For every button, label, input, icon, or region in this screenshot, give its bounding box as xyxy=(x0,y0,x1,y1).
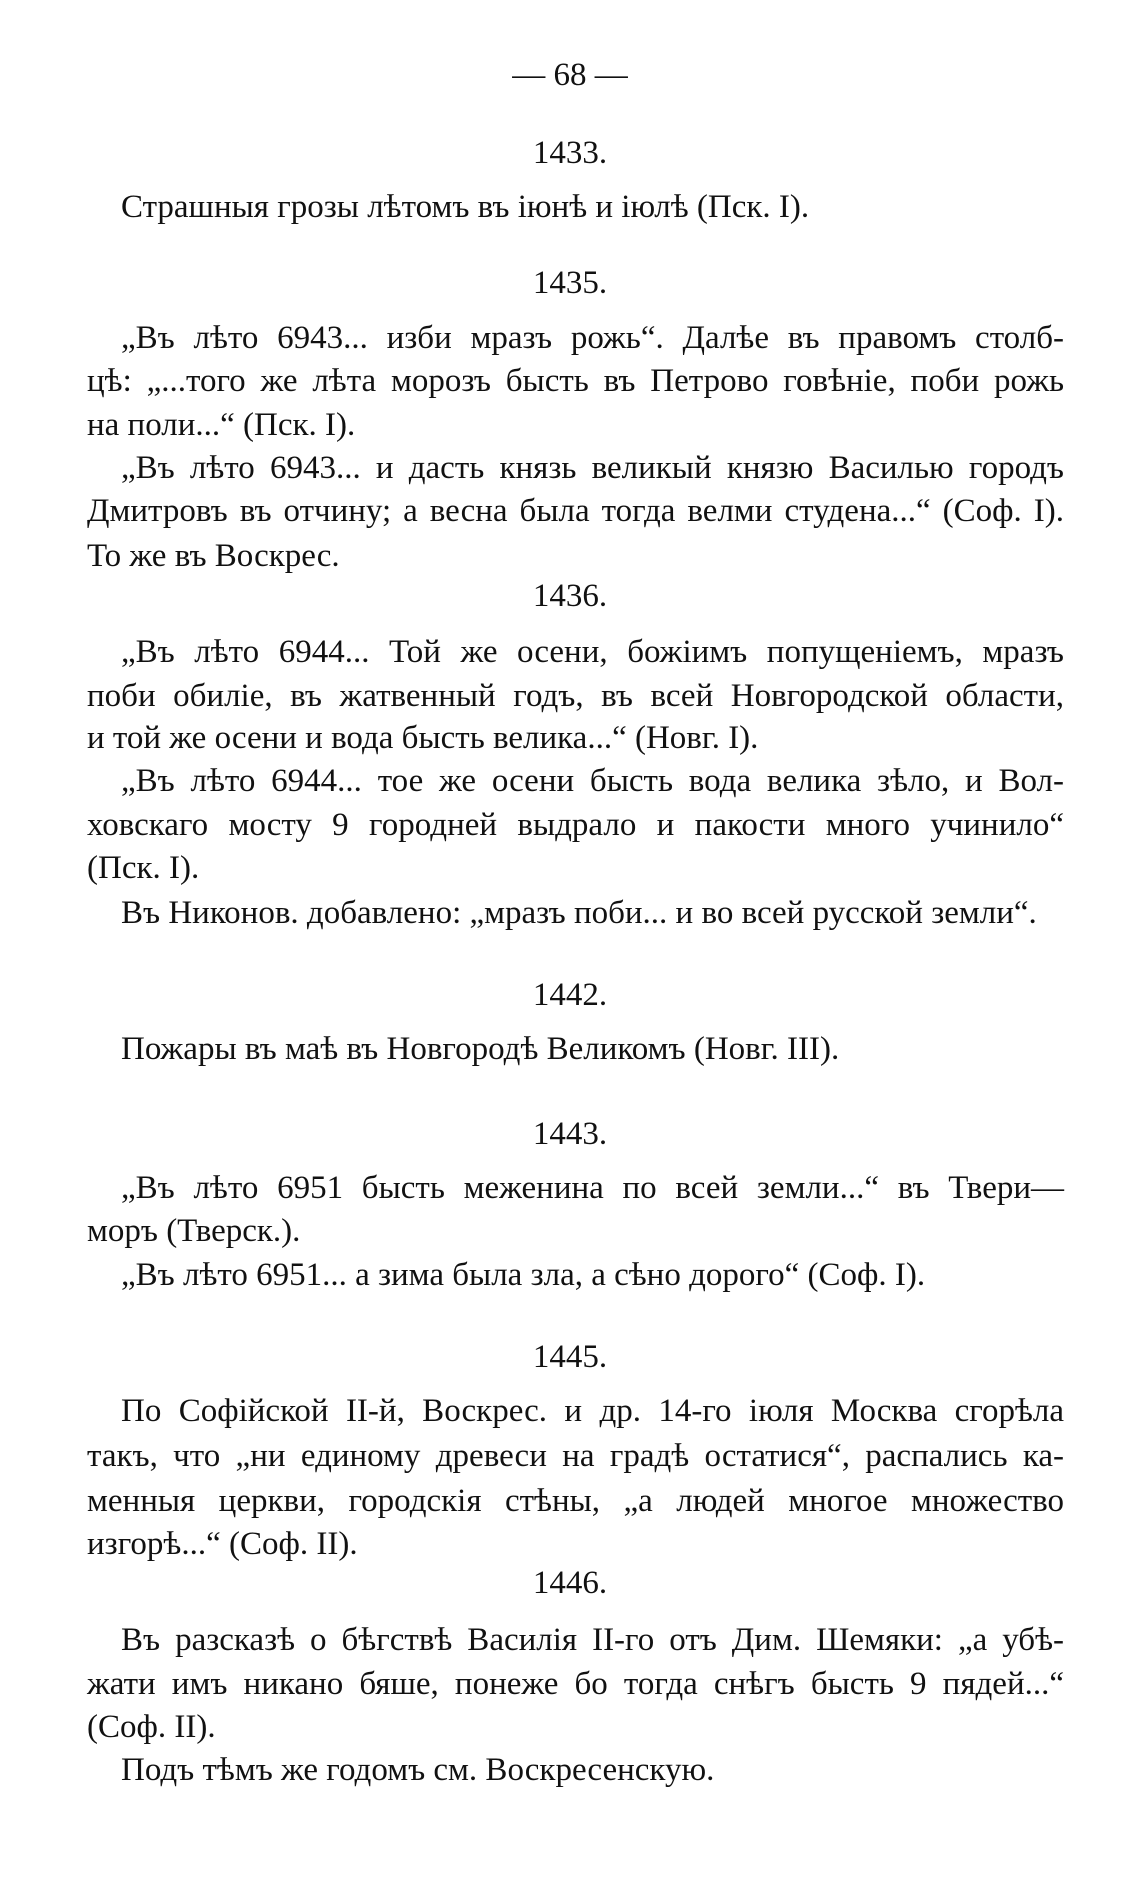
paragraph-line: (Соф. II). xyxy=(87,1709,216,1745)
paragraph-line: Страшныя грозы лѣтомъ въ іюнѣ и іюлѣ (Пск. I). xyxy=(121,189,810,225)
paragraph-line: „Въ лѣто 6944... Той же осени, божіимъ попущеніемъ, мразъ xyxy=(121,634,1064,670)
year-heading: 1436. xyxy=(532,578,608,614)
year-heading: 1442. xyxy=(532,977,608,1013)
page-number: — 68 — xyxy=(512,57,628,93)
paragraph-line: По Софійской II-й, Воскрес. и др. 14-го іюля Москва сгорѣла xyxy=(121,1393,1064,1429)
paragraph-line: поби обиліе, въ жатвенный годъ, въ всей Новгородской области, xyxy=(87,678,1064,714)
paragraph-line: Пожары въ маѣ въ Новгородѣ Великомъ (Новг. III). xyxy=(121,1031,840,1067)
paragraph-line: Подъ тѣмъ же годомъ см. Воскресенскую. xyxy=(121,1752,715,1788)
year-heading: 1443. xyxy=(532,1116,608,1152)
paragraph-line: на поли...“ (Пск. I). xyxy=(87,407,356,443)
paragraph-line: То же въ Воскрес. xyxy=(87,538,340,574)
year-heading: 1446. xyxy=(532,1565,608,1601)
paragraph-line: ховскаго мосту 9 городней выдрало и пакости много учинило“ xyxy=(87,807,1064,843)
year-heading: 1433. xyxy=(532,135,608,171)
paragraph-line: моръ (Тверск.). xyxy=(87,1213,301,1249)
paragraph-line: такъ, что „ни единому древеси на градѣ остатися“, распались ка- xyxy=(87,1438,1064,1474)
paragraph-line: менныя церкви, городскія стѣны, „а людей многое множество xyxy=(87,1483,1064,1519)
year-heading: 1435. xyxy=(532,265,608,301)
paragraph-line: изгорѣ...“ (Соф. II). xyxy=(87,1526,358,1562)
paragraph-line: „Въ лѣто 6951 бысть меженина по всей земли...“ въ Твери— xyxy=(121,1170,1064,1206)
paragraph-line: жати имъ никано бяше, понеже бо тогда снѣгъ бысть 9 пядей...“ xyxy=(87,1666,1064,1702)
paragraph-line: и той же осени и вода бысть велика...“ (Новг. I). xyxy=(87,720,759,756)
paragraph-line: цѣ: „...того же лѣта морозъ бысть въ Петрово говѣніе, поби рожь xyxy=(87,363,1064,399)
paragraph-line: (Пск. I). xyxy=(87,850,200,886)
paragraph-line: „Въ лѣто 6944... тое же осени бысть вода велика зѣло, и Вол- xyxy=(121,763,1064,799)
year-heading: 1445. xyxy=(532,1339,608,1375)
paragraph-line: Дмитровъ въ отчину; а весна была тогда велми студена...“ (Соф. I). xyxy=(87,493,1064,529)
paragraph-line: „Въ лѣто 6951... а зима была зла, а сѣно дорого“ (Соф. I). xyxy=(121,1257,926,1293)
paragraph-line: „Въ лѣто 6943... и дасть князь великый князю Василью городъ xyxy=(121,450,1064,486)
paragraph-line: Въ разсказѣ о бѣгствѣ Василія II-го отъ Дим. Шемяки: „а убѣ- xyxy=(121,1622,1064,1658)
paragraph-line: Въ Никонов. добавлено: „мразъ поби... и во всей русской земли“. xyxy=(121,895,1037,931)
paragraph-line: „Въ лѣто 6943... изби мразъ рожь“. Далѣе въ правомъ столб- xyxy=(121,320,1064,356)
